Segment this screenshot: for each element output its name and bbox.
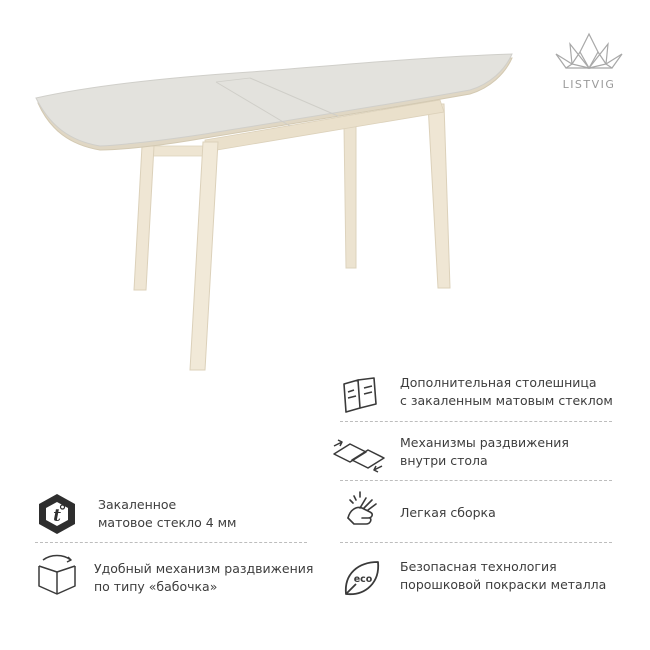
divider — [340, 480, 612, 481]
hand-ok-icon — [340, 488, 384, 532]
svg-text:t: t — [53, 506, 61, 526]
svg-text:eco: eco — [353, 574, 373, 585]
divider — [35, 542, 307, 543]
extension-mechanism-icon — [330, 432, 386, 476]
book-table-icon — [338, 374, 382, 418]
feature-glass-text: Закаленное матовое стекло 4 мм — [98, 497, 237, 530]
brand-name: LISTVIG — [562, 78, 616, 91]
divider — [340, 421, 612, 422]
tempered-glass-icon — [35, 492, 79, 536]
feature-tabletop-text: Дополнительная столешница с закаленным матовым стеклом — [400, 375, 613, 408]
feature-butterfly-text: Удобный механизм раздвижения по типу «бабочка» — [94, 561, 314, 594]
eco-leaf-icon — [340, 556, 384, 600]
feature-eco-text: Безопасная технология порошковой покраски металла — [400, 559, 607, 592]
feature-assembly-text: Легкая сборка — [400, 505, 496, 520]
divider — [340, 542, 612, 543]
feature-mechanism-text: Механизмы раздвижения внутри стола — [400, 435, 569, 468]
butterfly-mechanism-icon — [35, 552, 79, 596]
